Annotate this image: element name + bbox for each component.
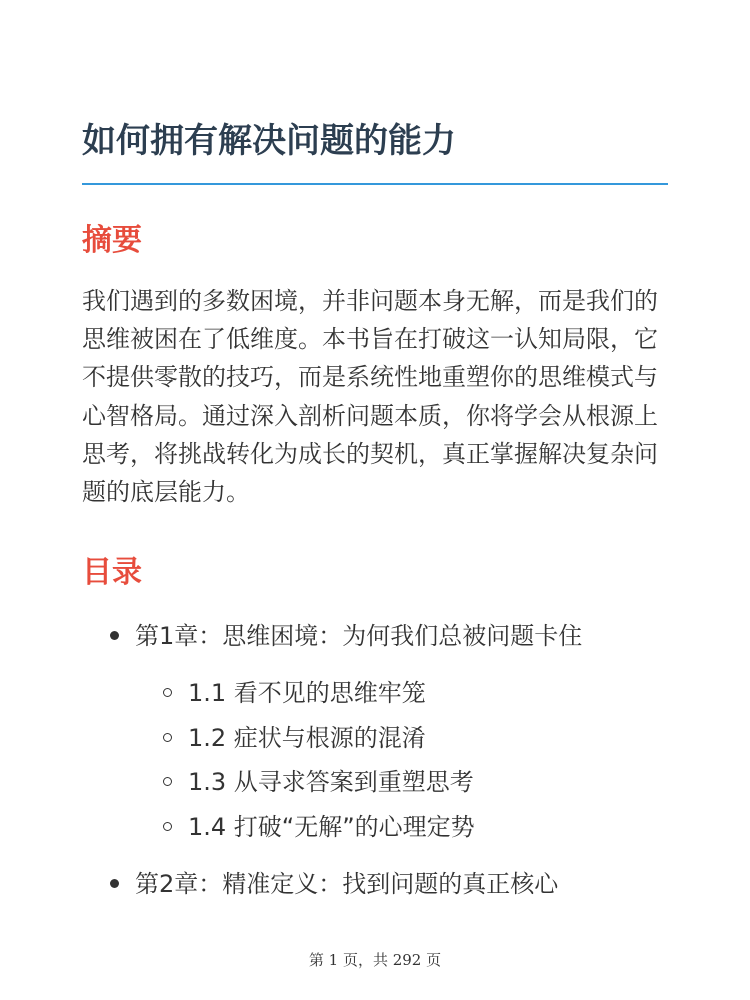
toc-section-1-1[interactable] <box>163 676 426 710</box>
bullet-disc-icon <box>110 879 119 888</box>
toc-chapter-label: 第1章：思维困境：为何我们总被问题卡住 <box>135 622 583 650</box>
abstract-paragraph: 我们遇到的多数困境，并非问题本身无解，而是我们的思维被困在了低维度。本书旨在打破这一认知局限，它不提供零散的技巧，而是系统性地重塑你的思维模式与心智格局。通过深入剖析问题本质，你将学会从根源上思考，将挑战转化为成长的契机，真正掌握解决复杂问题的底层能力。 <box>82 287 658 507</box>
bullet-circle-icon <box>163 822 172 831</box>
toc-section-label: 1.2 症状与根源的混淆 <box>188 724 426 752</box>
bullet-circle-icon <box>163 733 172 742</box>
toc-section-1-4[interactable] <box>163 810 475 844</box>
bullet-circle-icon <box>163 688 172 697</box>
toc-chapter-1[interactable] <box>110 619 582 653</box>
bullet-circle-icon <box>163 777 172 786</box>
toc-section-label: 1.3 从寻求答案到重塑思考 <box>188 768 474 796</box>
toc-section-1-2[interactable] <box>163 721 426 755</box>
toc-chapter-label: 第2章：精准定义：找到问题的真正核心 <box>135 870 559 898</box>
abstract-heading: 摘要 <box>82 223 142 258</box>
toc-chapter-2[interactable] <box>110 867 558 901</box>
toc-section-label: 1.1 看不见的思维牢笼 <box>188 679 426 707</box>
title-divider <box>82 183 668 185</box>
page-number-footer: 第 1 页，共 292 页 <box>308 951 442 969</box>
page-title: 如何拥有解决问题的能力 <box>82 121 456 161</box>
toc-heading: 目录 <box>82 555 142 590</box>
toc-section-label: 1.4 打破“无解”的心理定势 <box>188 813 475 841</box>
bullet-disc-icon <box>110 631 119 640</box>
toc-section-1-3[interactable] <box>163 765 474 799</box>
